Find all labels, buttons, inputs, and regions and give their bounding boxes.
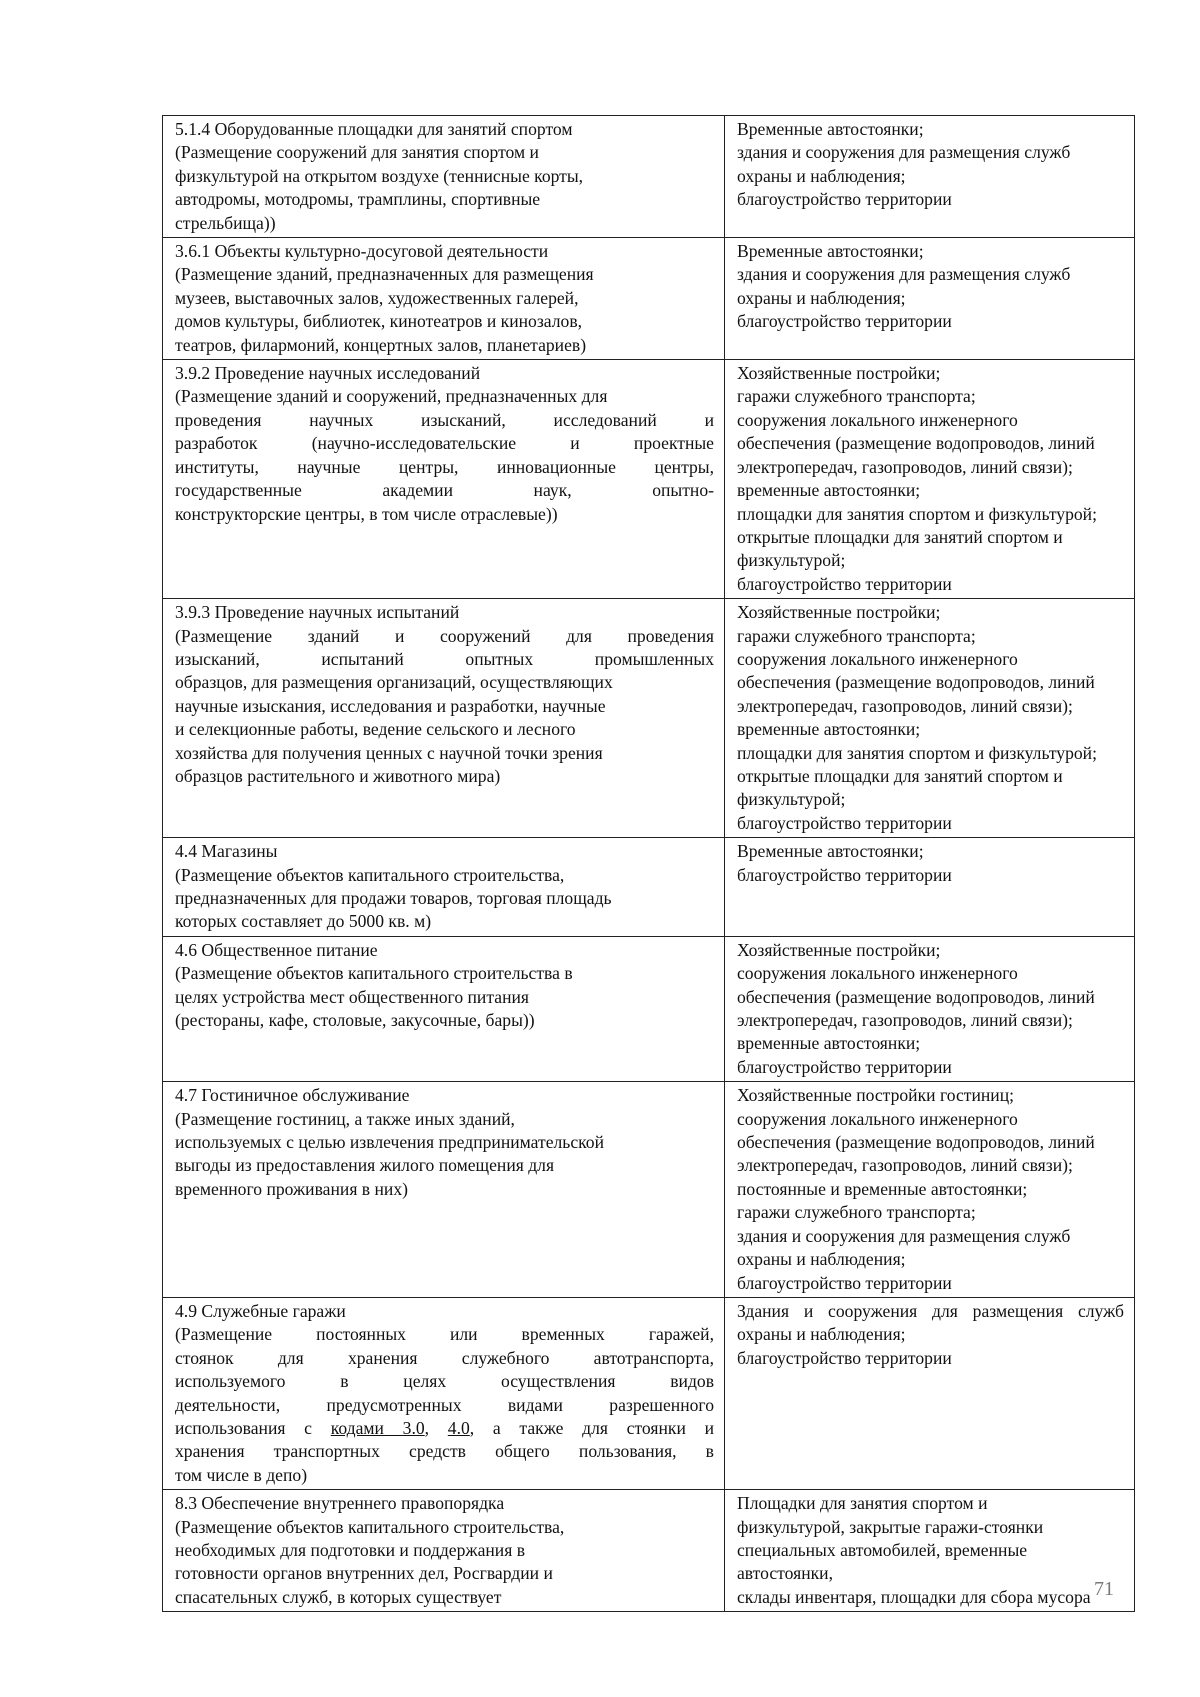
cell-text-line: временные автостоянки;	[737, 1033, 921, 1054]
cell-text-line: готовности органов внутренних дел, Росгвардии и	[175, 1563, 553, 1584]
cell-text-line: которых составляет до 5000 кв. м)	[175, 911, 432, 932]
table-row	[163, 1490, 1135, 1612]
cell-text-line: охраны и наблюдения;	[737, 1249, 906, 1270]
cell-text-line: необходимых для подготовки и поддержания в	[175, 1539, 526, 1560]
table-row	[163, 838, 1135, 937]
auxiliary-use-cell	[725, 116, 1135, 238]
cell-text-line: 3.9.3 Проведение научных испытаний	[175, 602, 460, 623]
cell-text-line: 4.7 Гостиничное обслуживание	[175, 1085, 410, 1106]
cell-text-line: открытые площадки для занятий спортом и	[737, 765, 1063, 786]
table-row	[163, 360, 1135, 599]
cell-text-line: (рестораны, кафе, столовые, закусочные, бары))	[175, 1010, 535, 1031]
cell-text-line: благоустройство территории	[737, 1347, 952, 1368]
cell-text-line: (Размещение объектов капитального строительства,	[175, 864, 565, 885]
cell-text-line: временные автостоянки;	[737, 719, 921, 740]
table-row	[163, 116, 1135, 238]
cell-text-line: театров, филармоний, концертных залов, планетариев)	[175, 334, 587, 355]
cell-text-line: домов культуры, библиотек, кинотеатров и кинозалов,	[175, 311, 583, 332]
cell-text-line: здания и сооружения для размещения служб	[737, 1225, 1071, 1246]
cell-text-line: Временные автостоянки;	[737, 119, 924, 139]
auxiliary-use-cell	[725, 599, 1135, 838]
cell-text-line: 4.4 Магазины	[175, 841, 278, 862]
cell-text-line: здания и сооружения для размещения служб	[737, 264, 1071, 285]
table-row	[163, 1297, 1135, 1489]
cell-text-line: 4.6 Общественное питание	[175, 939, 378, 960]
cell-text-line: благоустройство территории	[737, 311, 952, 332]
cell-text-line: Хозяйственные постройки;	[737, 363, 941, 384]
cell-text-line: (Размещение объектов капитального строительства,	[175, 1516, 565, 1537]
cell-text-line: площадки для занятия спортом и физкультурой;	[737, 503, 1097, 524]
cell-text-line: выгоды из предоставления жилого помещения для	[175, 1155, 555, 1176]
code-reference-link[interactable]: 4.0	[447, 1417, 470, 1438]
auxiliary-use-cell	[725, 1297, 1135, 1489]
cell-text-line: Хозяйственные постройки гостиниц;	[737, 1085, 1015, 1106]
cell-text-line: музеев, выставочных залов, художественных галерей,	[175, 287, 579, 308]
cell-text-line: временного проживания в них)	[175, 1178, 408, 1199]
cell-text-line: спасательных служб, в которых существует	[175, 1586, 502, 1607]
table-row	[163, 936, 1135, 1081]
cell-text-line: обеспечения (размещение водопроводов, линий	[737, 433, 1095, 454]
cell-text-line: благоустройство территории	[737, 1272, 952, 1293]
cell-text-line: физкультурой на открытом воздухе (теннисные корты,	[175, 165, 584, 186]
cell-text-line: деятельности, предусмотренных видами разрешенного	[175, 1394, 714, 1415]
cell-text-line: используемых с целью извлечения предпринимательской	[175, 1132, 605, 1153]
land-use-type-cell	[163, 599, 725, 838]
cell-text-line: благоустройство территории	[737, 1056, 952, 1077]
table-row	[163, 238, 1135, 360]
auxiliary-use-cell	[725, 238, 1135, 360]
cell-text-line: физкультурой;	[737, 789, 846, 810]
table-row	[163, 1082, 1135, 1298]
land-use-type-cell	[163, 936, 725, 1081]
cell-text-line: физкультурой;	[737, 550, 846, 571]
cell-text-line: электропередач, газопроводов, линий связи);	[737, 695, 1073, 716]
table-body	[163, 116, 1135, 1612]
cell-text-line: Хозяйственные постройки;	[737, 939, 941, 960]
cell-text-line: постоянные и временные автостоянки;	[737, 1178, 1028, 1199]
cell-text-line: (Размещение сооружений для занятия спортом и	[175, 142, 539, 163]
cell-text-line: научные изыскания, исследования и разработки, научные	[175, 695, 606, 716]
land-use-type-cell	[163, 238, 725, 360]
cell-text-line: изысканий, испытаний опытных промышленных	[175, 648, 714, 669]
code-reference-link[interactable]: кодами 3.0	[330, 1417, 425, 1438]
cell-text-line: целях устройства мест общественного питания	[175, 986, 529, 1007]
cell-text-line: временные автостоянки;	[737, 480, 921, 501]
cell-text-line: охраны и наблюдения;	[737, 1324, 906, 1345]
cell-text-line: проведения научных изысканий, исследований и	[175, 409, 714, 430]
cell-text-line: 8.3 Обеспечение внутреннего правопорядка	[175, 1493, 505, 1514]
cell-text-line: образцов, для размещения организаций, осуществляющих	[175, 672, 613, 693]
cell-text-line: гаражи служебного транспорта;	[737, 386, 976, 407]
cell-text-line: благоустройство территории	[737, 812, 952, 833]
cell-text-line: образцов растительного и животного мира)	[175, 765, 501, 786]
cell-text-line: государственные академии наук, опытно-	[175, 480, 714, 501]
auxiliary-use-cell	[725, 1490, 1135, 1612]
table-row	[163, 599, 1135, 838]
cell-text-line: гаражи служебного транспорта;	[737, 1202, 976, 1223]
land-use-table	[162, 115, 1135, 1612]
cell-text-line: Временные автостоянки;	[737, 241, 924, 262]
cell-text-line: здания и сооружения для размещения служб	[737, 142, 1071, 163]
cell-text-line: физкультурой, закрытые гаражи-стоянки	[737, 1516, 1044, 1537]
cell-text-line: охраны и наблюдения;	[737, 287, 906, 308]
auxiliary-use-cell	[725, 360, 1135, 599]
cell-text-line: обеспечения (размещение водопроводов, линий	[737, 986, 1095, 1007]
cell-text-line: обеспечения (размещение водопроводов, линий	[737, 1132, 1095, 1153]
land-use-type-cell	[163, 838, 725, 937]
cell-text-line: Хозяйственные постройки;	[737, 602, 941, 623]
cell-text-line: благоустройство территории	[737, 864, 952, 885]
cell-text-line: автодромы, мотодромы, трамплины, спортивные	[175, 189, 541, 210]
cell-text-line: электропередач, газопроводов, линий связи);	[737, 1155, 1073, 1176]
cell-text-line: том числе в депо)	[175, 1464, 308, 1485]
cell-text-line: хранения транспортных средств общего пользования, в	[175, 1441, 714, 1462]
auxiliary-use-cell	[725, 936, 1135, 1081]
cell-text-line: сооружения локального инженерного	[737, 409, 1018, 430]
auxiliary-use-cell	[725, 838, 1135, 937]
cell-text-line: институты, научные центры, инновационные центры,	[175, 456, 714, 477]
cell-text-line: хозяйства для получения ценных с научной точки зрения	[175, 742, 603, 763]
cell-text-line: использования с кодами 3.0, 4.0, а также для стоянки и	[175, 1417, 714, 1438]
cell-text-line: (Размещение зданий и сооружений, предназначенных для	[175, 386, 608, 407]
cell-text-line: Площадки для занятия спортом и	[737, 1493, 988, 1514]
cell-text-line: благоустройство территории	[737, 573, 952, 594]
cell-text-line: сооружения локального инженерного	[737, 1108, 1018, 1129]
cell-text-line: охраны и наблюдения;	[737, 165, 906, 186]
cell-text-line: автостоянки,	[737, 1563, 833, 1584]
cell-text-line: благоустройство территории	[737, 189, 952, 210]
cell-text-line: сооружения локального инженерного	[737, 648, 1018, 669]
cell-text-line: Временные автостоянки;	[737, 841, 924, 862]
land-use-type-cell	[163, 1490, 725, 1612]
cell-text-line: (Размещение объектов капитального строительства в	[175, 963, 573, 984]
cell-text-line: (Размещение гостиниц, а также иных зданий,	[175, 1108, 515, 1129]
page-number: 71	[1094, 1578, 1114, 1600]
cell-text-line: предназначенных для продажи товаров, торговая площадь	[175, 888, 612, 908]
cell-text-line: специальных автомобилей, временные	[737, 1539, 1028, 1560]
cell-text-line: разработок (научно-исследовательские и проектные	[175, 433, 714, 454]
cell-text-line: 3.9.2 Проведение научных исследований	[175, 363, 481, 384]
cell-text-line: (Размещение постоянных или временных гаражей,	[175, 1324, 714, 1345]
cell-text-line: используемого в целях осуществления видов	[175, 1371, 714, 1392]
cell-text-line: гаражи служебного транспорта;	[737, 625, 976, 646]
auxiliary-use-cell	[725, 1082, 1135, 1298]
cell-text-line: 3.6.1 Объекты культурно-досуговой деятельности	[175, 241, 549, 262]
cell-text-line: обеспечения (размещение водопроводов, линий	[737, 672, 1095, 693]
cell-text-line: сооружения локального инженерного	[737, 963, 1018, 984]
land-use-type-cell	[163, 1297, 725, 1489]
cell-text-line: стрельбища))	[175, 212, 276, 233]
land-use-type-cell	[163, 360, 725, 599]
cell-text-line: конструкторские центры, в том числе отраслевые))	[175, 503, 558, 524]
cell-text-line: 4.9 Служебные гаражи	[175, 1300, 346, 1321]
land-use-type-cell	[163, 116, 725, 238]
land-use-type-cell	[163, 1082, 725, 1298]
cell-text-line: склады инвентаря, площадки для сбора мусора	[737, 1586, 1091, 1607]
cell-text-line: (Размещение зданий и сооружений для проведения	[175, 625, 714, 646]
cell-text-line: и селекционные работы, ведение сельского и лесного	[175, 719, 576, 740]
cell-text-line: 5.1.4 Оборудованные площадки для занятий спортом	[175, 119, 573, 139]
cell-text-line: электропередач, газопроводов, линий связи);	[737, 456, 1073, 477]
cell-text-line: электропередач, газопроводов, линий связи);	[737, 1010, 1073, 1031]
cell-text-line: (Размещение зданий, предназначенных для размещения	[175, 264, 594, 285]
cell-text-line: открытые площадки для занятий спортом и	[737, 526, 1063, 547]
cell-text-line: Здания и сооружения для размещения служб	[737, 1300, 1124, 1321]
cell-text-line: площадки для занятия спортом и физкультурой;	[737, 742, 1097, 763]
cell-text-line: стоянок для хранения служебного автотранспорта,	[175, 1347, 714, 1368]
